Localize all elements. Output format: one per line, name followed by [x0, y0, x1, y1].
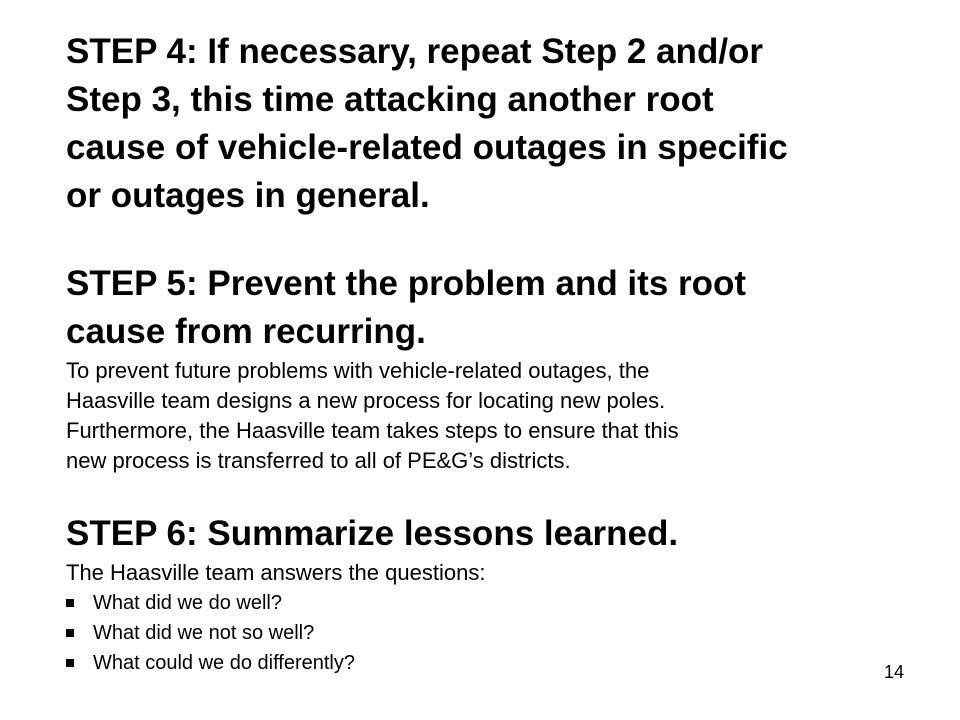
square-bullet-icon — [66, 599, 74, 607]
step4-section — [66, 28, 906, 220]
list-item — [66, 588, 906, 618]
step5-body-line-4: new process is transferred to all of PE&G’s districts. — [66, 448, 571, 473]
slide-content — [66, 28, 906, 678]
step5-body-line-2: Haasville team designs a new process for locating new poles. — [66, 388, 666, 413]
step5-body-line-3: Furthermore, the Haasville team takes steps to ensure that this — [66, 418, 679, 443]
list-item — [66, 648, 906, 678]
lessons-list — [66, 588, 906, 678]
step4-heading-line-2: Step 3, this time attacking another root — [66, 80, 714, 119]
step4-heading-line-4: or outages in general. — [66, 176, 430, 215]
spacer — [66, 220, 906, 260]
square-bullet-icon — [66, 659, 74, 667]
list-item-text: What did we not so well? — [93, 622, 315, 644]
page-number: 14 — [884, 662, 905, 682]
step5-body-line-1: To prevent future problems with vehicle-related outages, the — [66, 358, 650, 383]
step6-section — [66, 510, 906, 678]
step4-heading-line-3: cause of vehicle-related outages in specific — [66, 128, 788, 167]
step6-heading: STEP 6: Summarize lessons learned. — [66, 514, 679, 553]
spacer — [66, 476, 906, 510]
list-item-text: What did we do well? — [93, 592, 282, 614]
step5-heading-line-1: STEP 5: Prevent the problem and its root — [66, 264, 747, 303]
step6-intro: The Haasville team answers the questions: — [66, 560, 486, 585]
step4-heading-line-1: STEP 4: If necessary, repeat Step 2 and/or — [66, 32, 764, 71]
square-bullet-icon — [66, 629, 74, 637]
list-item — [66, 618, 906, 648]
step5-section — [66, 260, 906, 476]
step5-heading-line-2: cause from recurring. — [66, 312, 426, 351]
list-item-text: What could we do differently? — [93, 652, 356, 674]
